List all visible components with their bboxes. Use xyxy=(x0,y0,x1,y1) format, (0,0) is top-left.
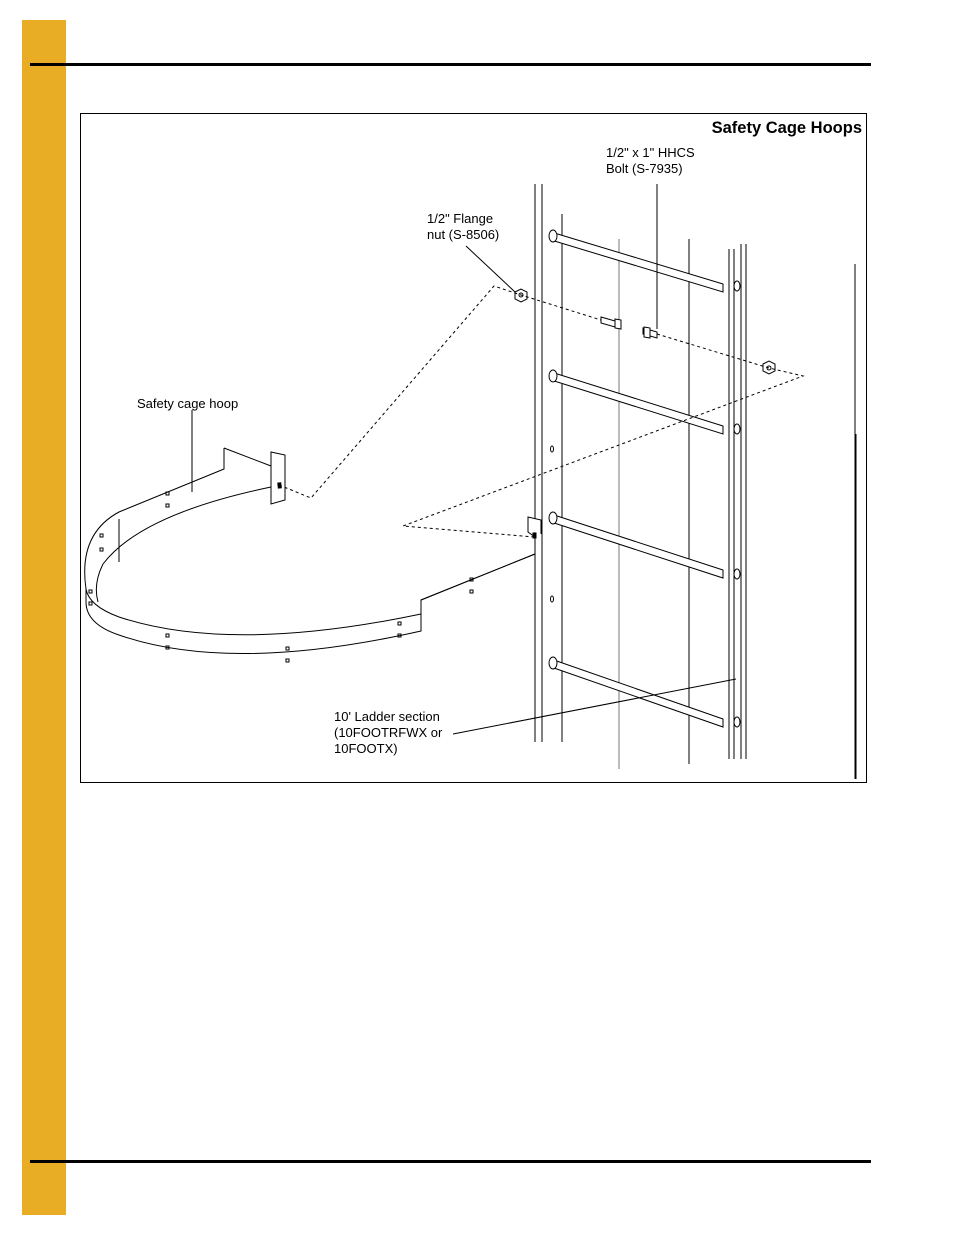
flange-nut-callout-line2: nut (S-8506) xyxy=(427,227,500,242)
figure-title: Safety Cage Hoops xyxy=(711,119,862,137)
ladder-callout xyxy=(334,709,442,757)
safety-cage-hoop xyxy=(85,448,541,662)
flange-nut-callout-line1: 1/2" Flange xyxy=(427,211,494,226)
ladder-callout-line2: (10FOOTRFWX or xyxy=(334,725,443,740)
ladder-callout-line1: 10' Ladder section xyxy=(334,709,440,724)
ladder-section xyxy=(535,184,856,779)
side-color-bar xyxy=(22,20,66,1215)
header-rule xyxy=(30,63,871,66)
footer-rule xyxy=(30,1160,871,1163)
flange-nut-callout xyxy=(427,211,499,243)
bolt-callout-line2: Bolt (S-7935) xyxy=(606,161,683,176)
bolt-callout xyxy=(606,145,695,177)
bolt-icon xyxy=(643,327,657,338)
bolt-icon xyxy=(601,317,621,329)
ladder-callout-line3: 10FOOTX) xyxy=(334,741,398,756)
figure-frame xyxy=(80,113,867,783)
bolt-callout-line1: 1/2" x 1" HHCS xyxy=(606,145,695,160)
hoop-callout: Safety cage hoop xyxy=(137,396,239,411)
